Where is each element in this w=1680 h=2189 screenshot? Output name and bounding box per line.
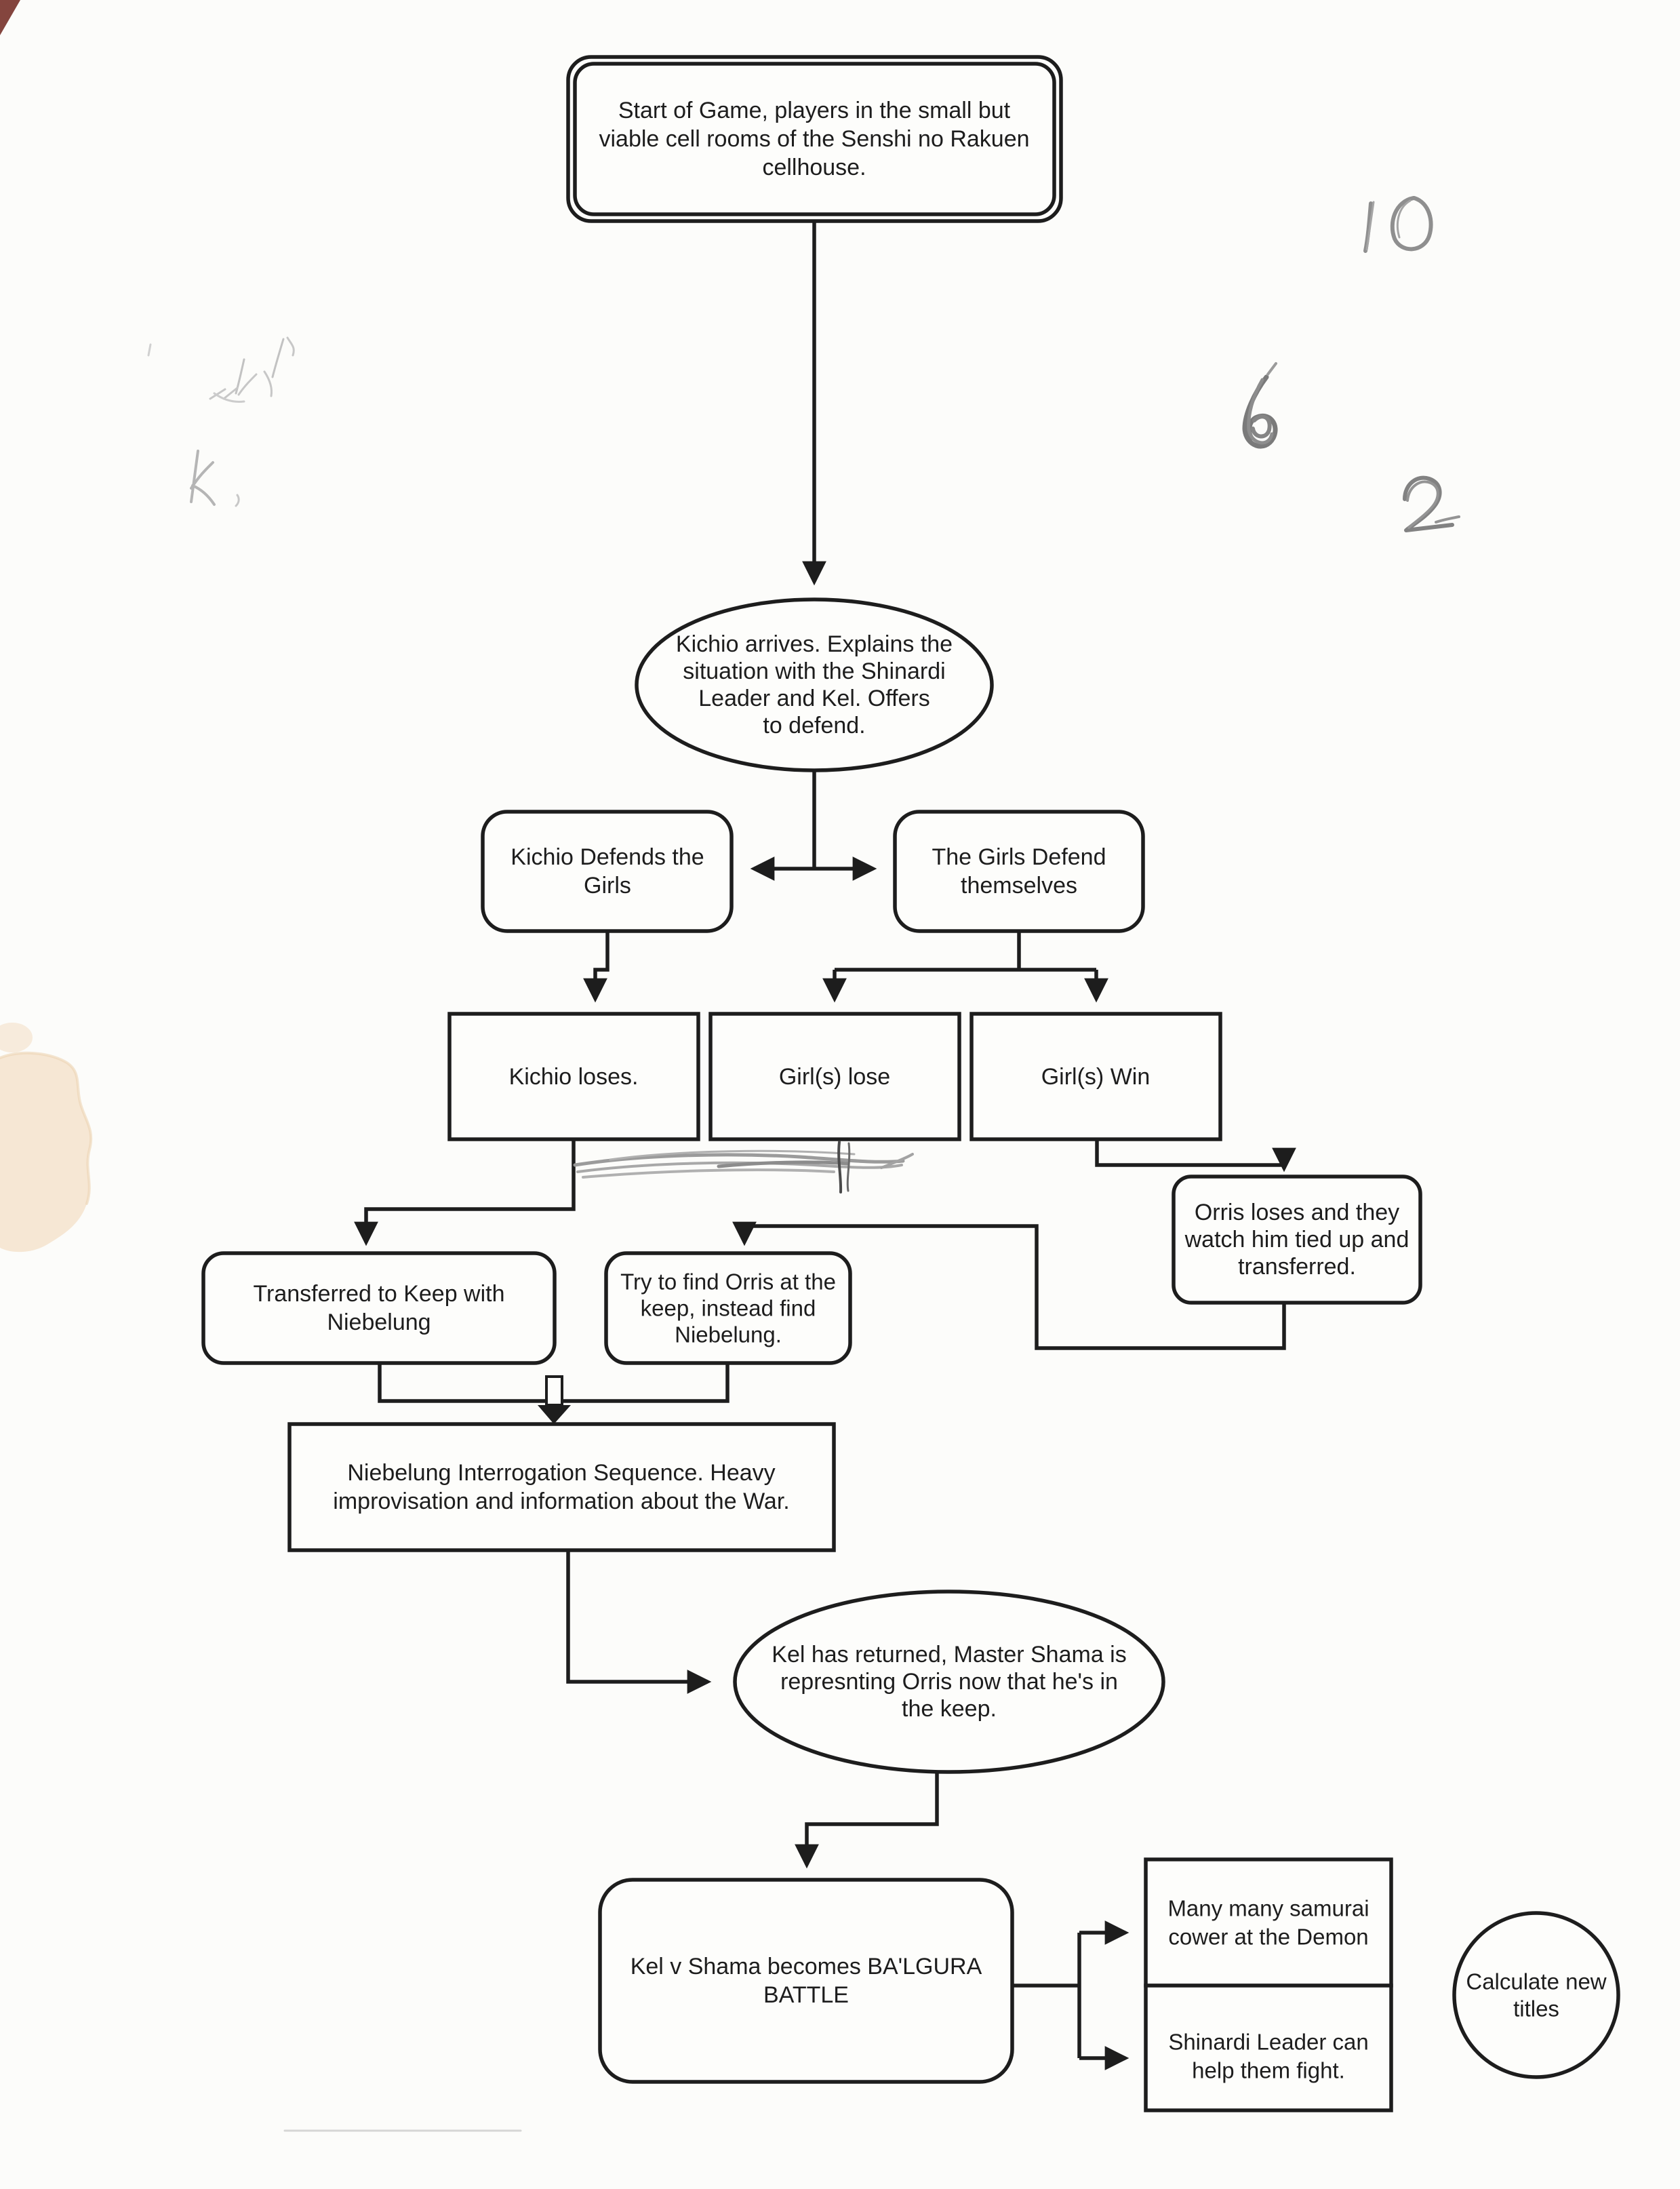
node-start	[568, 57, 1061, 221]
balgura-line: BATTLE	[763, 1982, 849, 2008]
kichio-defends-line: Girls	[584, 873, 631, 899]
samurai-cower-line: cower at the Demon	[1168, 1924, 1369, 1950]
try-find-line: Niebelung.	[675, 1322, 782, 1347]
transferred-line: Transferred to Keep with	[253, 1281, 505, 1307]
girls-defend-line: The Girls Defend	[932, 844, 1106, 870]
girls-win-line: Girl(s) Win	[1041, 1064, 1151, 1090]
try-find-line: keep, instead find	[640, 1295, 816, 1321]
kichio-arrives-line: Leader and Kel. Offers	[698, 686, 930, 711]
node-kel-returned	[735, 1592, 1163, 1772]
kichio-loses-line: Kichio loses.	[508, 1064, 639, 1090]
balgura-line: Kel v Shama becomes BA'LGURA	[630, 1954, 982, 1979]
node-girls-win	[972, 1014, 1220, 1139]
orris-loses-line: watch him tied up and	[1184, 1227, 1409, 1253]
node-girls-defend	[895, 812, 1143, 931]
start-line: cellhouse.	[762, 155, 866, 180]
node-balgura-battle	[600, 1880, 1012, 2082]
node-girls-lose	[711, 1014, 959, 1139]
kichio-arrives-line: to defend.	[763, 713, 866, 738]
kichio-arrives-line: Kichio arrives. Explains the	[675, 631, 953, 657]
node-calculate-titles	[1454, 1913, 1618, 2077]
interrogation-line: Niebelung Interrogation Sequence. Heavy	[347, 1460, 776, 1486]
try-find-line: Try to find Orris at the	[620, 1269, 836, 1295]
transferred-line: Niebelung	[327, 1309, 431, 1335]
hollow-arrow-shaft	[546, 1377, 562, 1405]
start-line: Start of Game, players in the small but	[618, 98, 1011, 123]
shinardi-help-line: Shinardi Leader can	[1168, 2029, 1369, 2055]
node-interrogation	[289, 1424, 834, 1550]
calc-titles-line: titles	[1513, 1996, 1559, 2022]
node-samurai-cower	[1146, 1859, 1391, 1986]
node-kichio-loses	[449, 1014, 698, 1139]
kel-returned-line: represnting Orris now that he's in	[780, 1669, 1118, 1695]
kel-returned-line: the keep.	[902, 1696, 997, 1722]
kel-returned-line: Kel has returned, Master Shama is	[772, 1642, 1127, 1668]
node-kichio-defends	[483, 812, 732, 931]
node-try-find-orris	[606, 1253, 850, 1363]
samurai-cower-line: Many many samurai	[1167, 1895, 1369, 1921]
node-kichio-arrives	[637, 599, 992, 770]
node-transferred	[203, 1253, 555, 1363]
orris-loses-line: Orris loses and they	[1194, 1200, 1400, 1225]
girls-lose-line: Girl(s) lose	[778, 1064, 891, 1090]
girls-defend-line: themselves	[961, 873, 1077, 899]
shinardi-help-line: help them fight.	[1192, 2057, 1345, 2083]
kichio-arrives-line: situation with the Shinardi	[683, 658, 946, 684]
calc-titles-line: Calculate new	[1466, 1969, 1607, 1994]
kichio-defends-line: Kichio Defends the	[511, 844, 704, 870]
node-orris-loses	[1174, 1177, 1420, 1303]
interrogation-line: improvisation and information about the War.	[333, 1488, 790, 1514]
node-shinardi-help	[1146, 1986, 1391, 2110]
start-line: viable cell rooms of the Senshi no Rakuen	[599, 126, 1030, 152]
orris-loses-line: transferred.	[1238, 1254, 1356, 1280]
